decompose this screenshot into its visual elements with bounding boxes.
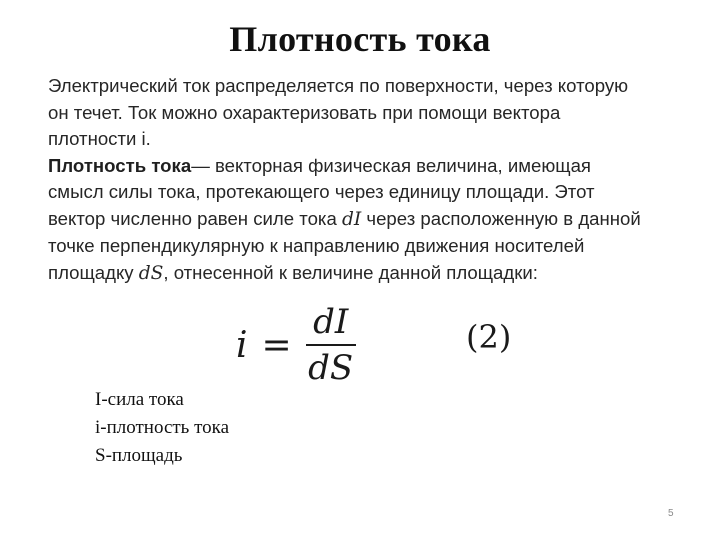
text-fragment: , отнесенной к величине данной площадки: bbox=[163, 261, 538, 283]
text-fragment: — векторная физическая величина, имеющая bbox=[191, 154, 591, 176]
text-line: Электрический ток распределяется по поверхности, через которую bbox=[48, 75, 629, 96]
definition-text bbox=[48, 73, 688, 287]
text-fragment: площадку bbox=[48, 261, 139, 283]
legend-item: I-сила тока bbox=[95, 389, 184, 410]
term-bold: Плотность тока bbox=[48, 154, 192, 176]
text-line bbox=[48, 260, 688, 288]
text-fragment: вектор численно равен силе тока bbox=[48, 207, 342, 229]
math-variable: dI bbox=[341, 208, 362, 230]
text-line: смысл силы тока, протекающего через единицу площади. Этот bbox=[48, 181, 595, 202]
page-number: 5 bbox=[668, 508, 674, 519]
legend-item: i-плотность тока bbox=[95, 417, 230, 438]
equation-number: (2) bbox=[466, 318, 512, 356]
fraction-bar bbox=[306, 344, 356, 346]
fraction-numerator: dI bbox=[313, 302, 349, 342]
text-line bbox=[48, 206, 688, 234]
formula-lhs: i bbox=[236, 324, 248, 366]
fraction bbox=[306, 302, 356, 388]
current-density-formula bbox=[236, 300, 356, 390]
legend-item: S-площадь bbox=[95, 445, 183, 466]
text-line bbox=[48, 153, 688, 180]
equals-sign: = bbox=[261, 324, 292, 366]
symbol-legend bbox=[95, 386, 229, 470]
math-variable: dS bbox=[138, 262, 164, 284]
text-fragment: через расположенную в данной bbox=[361, 207, 641, 229]
text-line: точке перпендикулярную к направлению движения носителей bbox=[48, 235, 585, 256]
slide-title: Плотность тока bbox=[229, 19, 491, 59]
fraction-denominator: dS bbox=[308, 348, 354, 388]
text-line: плотности i. bbox=[48, 128, 151, 149]
text-line: он течет. Ток можно охарактеризовать при помощи вектора bbox=[48, 101, 561, 123]
